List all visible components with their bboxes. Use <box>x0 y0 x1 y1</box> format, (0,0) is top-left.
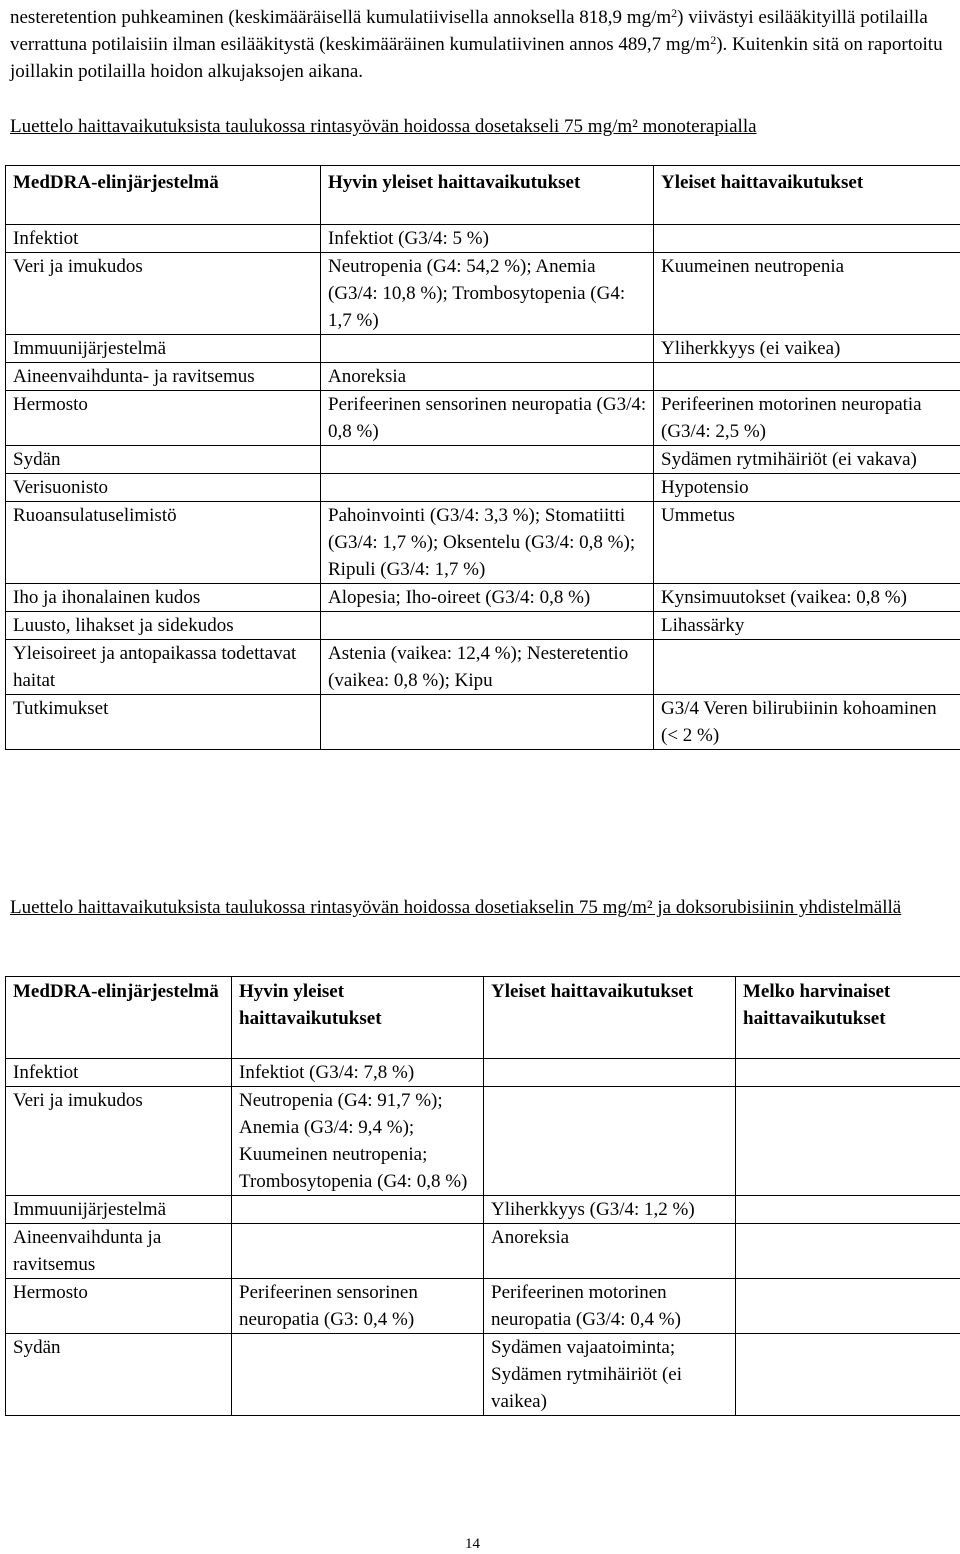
adverse-effect-cell: Yliherkkyys (ei vaikea) <box>654 335 960 363</box>
adverse-effect-cell <box>654 640 960 695</box>
adverse-effect-cell <box>232 1224 484 1279</box>
column-header: Hyvin yleiset haittavaikutukset <box>321 166 654 225</box>
column-header: Yleiset haittavaikutukset <box>484 977 736 1059</box>
table-row <box>6 1196 960 1224</box>
table-row <box>6 1059 960 1087</box>
adverse-effect-cell: Neutropenia (G4: 54,2 %); Anemia (G3/4: 10,8 %); Trombosytopenia (G4: 1,7 %) <box>321 253 654 335</box>
adverse-effect-cell <box>736 1334 960 1416</box>
adverse-effect-cell: Lihassärky <box>654 612 960 640</box>
table-row <box>6 584 960 612</box>
column-header: Yleiset haittavaikutukset <box>654 166 960 225</box>
organ-system-cell: Immuunijärjestelmä <box>6 335 321 363</box>
table-row <box>6 1334 960 1416</box>
table2-body <box>6 1059 960 1416</box>
organ-system-cell: Sydän <box>6 446 321 474</box>
adverse-effect-cell <box>321 446 654 474</box>
adverse-effect-cell <box>736 1224 960 1279</box>
adverse-effect-cell: Alopesia; Iho-oireet (G3/4: 0,8 %) <box>321 584 654 612</box>
column-header: Melko harvinaiset haittavaikutukset <box>736 977 960 1059</box>
adverse-effect-cell: Kuumeinen neutropenia <box>654 253 960 335</box>
page-number: 14 <box>465 1536 480 1552</box>
adverse-effect-cell: Pahoinvointi (G3/4: 3,3 %); Stomatiitti (G3/4: 1,7 %); Oksentelu (G3/4: 0,8 %); Ripuli (G3/4: 1,7 %) <box>321 502 654 584</box>
organ-system-cell: Iho ja ihonalainen kudos <box>6 584 321 612</box>
table-row <box>6 363 960 391</box>
adverse-effect-cell <box>736 1279 960 1334</box>
adverse-effect-cell: Yliherkkyys (G3/4: 1,2 %) <box>484 1196 736 1224</box>
table-row <box>6 1224 960 1279</box>
column-header: Hyvin yleiset haittavaikutukset <box>232 977 484 1059</box>
adverse-effect-cell: Infektiot (G3/4: 7,8 %) <box>232 1059 484 1087</box>
organ-system-cell: Infektiot <box>6 225 321 253</box>
column-header: MedDRA-elinjärjestelmä <box>6 977 232 1059</box>
table-row <box>6 335 960 363</box>
organ-system-cell: Yleisoireet ja antopaikassa todettavat haitat <box>6 640 321 695</box>
adverse-effect-cell: Perifeerinen motorinen neuropatia (G3/4: 2,5 %) <box>654 391 960 446</box>
adverse-effect-cell <box>321 474 654 502</box>
table-row <box>6 225 960 253</box>
adverse-effect-cell <box>321 612 654 640</box>
organ-system-cell: Immuunijärjestelmä <box>6 1196 232 1224</box>
adverse-effect-cell <box>736 1196 960 1224</box>
table-row <box>6 446 960 474</box>
table-row <box>6 1279 960 1334</box>
adverse-effect-cell: Kynsimuutokset (vaikea: 0,8 %) <box>654 584 960 612</box>
organ-system-cell: Ruoansulatuselimistö <box>6 502 321 584</box>
table-header-row <box>6 166 960 225</box>
organ-system-cell: Veri ja imukudos <box>6 1087 232 1196</box>
table-row <box>6 1087 960 1196</box>
organ-system-cell: Veri ja imukudos <box>6 253 321 335</box>
adverse-effect-cell <box>736 1087 960 1196</box>
intro-text: ). Kuitenkin sitä on raportoitu joillakin potilailla hoidon alkujaksojen aikana. <box>10 34 943 82</box>
organ-system-cell: Verisuonisto <box>6 474 321 502</box>
adverse-effect-cell <box>232 1334 484 1416</box>
column-header: MedDRA-elinjärjestelmä <box>6 166 321 225</box>
adverse-effect-cell <box>484 1087 736 1196</box>
adverse-effect-cell: Perifeerinen sensorinen neuropatia (G3/4: 0,8 %) <box>321 391 654 446</box>
table2-adverse-effects <box>5 976 960 1416</box>
table-row <box>6 502 960 584</box>
adverse-effect-cell <box>654 225 960 253</box>
adverse-effect-cell <box>654 363 960 391</box>
intro-paragraph <box>10 4 955 85</box>
adverse-effect-cell: Anoreksia <box>484 1224 736 1279</box>
table-row <box>6 474 960 502</box>
superscript: 2 <box>710 33 717 47</box>
organ-system-cell: Aineenvaihdunta ja ravitsemus <box>6 1224 232 1279</box>
table1-body <box>6 225 960 750</box>
table-row <box>6 612 960 640</box>
intro-text: nesteretention puhkeaminen (keskimääräisellä kumulatiivisella annoksella 818,9 mg/m <box>10 7 672 28</box>
adverse-effect-cell: Infektiot (G3/4: 5 %) <box>321 225 654 253</box>
organ-system-cell: Infektiot <box>6 1059 232 1087</box>
table-row <box>6 640 960 695</box>
adverse-effect-cell <box>736 1059 960 1087</box>
adverse-effect-cell: Astenia (vaikea: 12,4 %); Nesteretentio (vaikea: 0,8 %); Kipu <box>321 640 654 695</box>
adverse-effect-cell: Ummetus <box>654 502 960 584</box>
adverse-effect-cell: Perifeerinen motorinen neuropatia (G3/4: 0,4 %) <box>484 1279 736 1334</box>
adverse-effect-cell: Hypotensio <box>654 474 960 502</box>
organ-system-cell: Tutkimukset <box>6 695 321 750</box>
intro-text: ) viivästyi esilääkityillä potilailla verrattuna potilaisiin ilman esilääkitystä (keskimääräinen kumulatiivinen annos 489,7 mg/m <box>10 7 928 55</box>
superscript: 2 <box>671 6 678 20</box>
table-row <box>6 695 960 750</box>
adverse-effect-cell <box>484 1059 736 1087</box>
adverse-effect-cell <box>321 695 654 750</box>
table1-adverse-effects <box>5 165 960 750</box>
organ-system-cell: Aineenvaihdunta- ja ravitsemus <box>6 363 321 391</box>
adverse-effect-cell: Anoreksia <box>321 363 654 391</box>
table-header-row <box>6 977 960 1059</box>
organ-system-cell: Hermosto <box>6 1279 232 1334</box>
organ-system-cell: Hermosto <box>6 391 321 446</box>
table1-caption: Luettelo haittavaikutuksista taulukossa rintasyövän hoidossa dosetakseli 75 mg/m² monoterapialla <box>10 116 757 137</box>
adverse-effect-cell: G3/4 Veren bilirubiinin kohoaminen (< 2 %) <box>654 695 960 750</box>
organ-system-cell: Luusto, lihakset ja sidekudos <box>6 612 321 640</box>
table-row <box>6 391 960 446</box>
adverse-effect-cell: Sydämen vajaatoiminta; Sydämen rytmihäiriöt (ei vaikea) <box>484 1334 736 1416</box>
table2-caption: Luettelo haittavaikutuksista taulukossa rintasyövän hoidossa dosetiakselin 75 mg/m² ja doksorubisiinin yhdistelmällä <box>10 897 902 918</box>
adverse-effect-cell <box>232 1196 484 1224</box>
table-row <box>6 253 960 335</box>
adverse-effect-cell: Perifeerinen sensorinen neuropatia (G3: 0,4 %) <box>232 1279 484 1334</box>
adverse-effect-cell: Neutropenia (G4: 91,7 %); Anemia (G3/4: 9,4 %); Kuumeinen neutropenia; Trombosytopenia (G4: 0,8 %) <box>232 1087 484 1196</box>
organ-system-cell: Sydän <box>6 1334 232 1416</box>
adverse-effect-cell: Sydämen rytmihäiriöt (ei vakava) <box>654 446 960 474</box>
adverse-effect-cell <box>321 335 654 363</box>
